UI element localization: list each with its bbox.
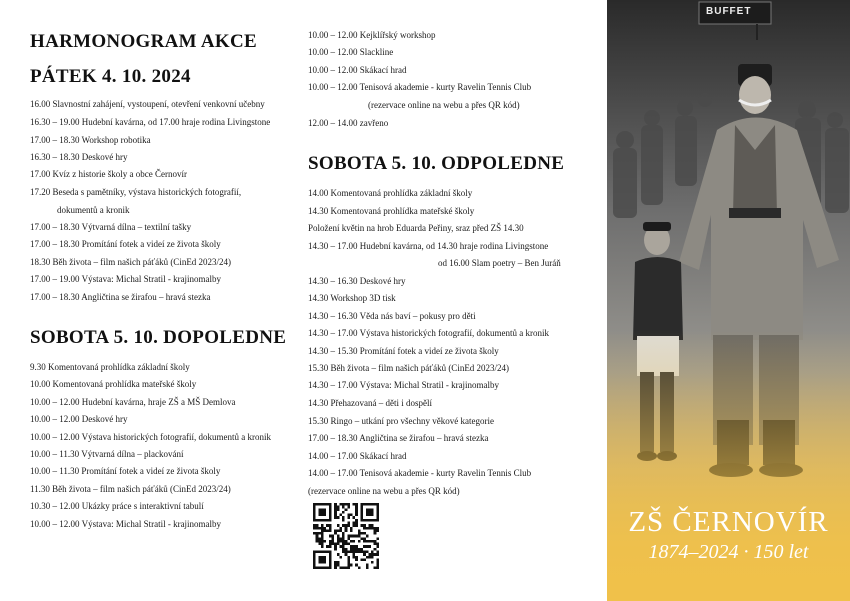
list-item: 17.20 Beseda s pamětníky, výstava historických fotografií, xyxy=(30,187,242,197)
list-item: Položení květin na hrob Eduarda Peřiny, sraz před ZŠ 14.30 xyxy=(308,223,524,233)
list-item: 10.00 – 12.00 Slackline xyxy=(308,47,394,57)
list-item: 10.00 – 12.00 Deskové hry xyxy=(30,414,128,424)
list-item: 16.30 – 19.00 Hudební kavárna, od 17.00 hraje rodina Livingstone xyxy=(30,117,271,127)
list-item: 16.30 – 18.30 Deskové hry xyxy=(30,152,128,162)
list-item: 10.00 – 12.00 Hudební kavárna, hraje ZŠ a MŠ Demlova xyxy=(30,397,236,407)
list-item: 15.30 Běh života – film našich páťáků (CinEd 2023/24) xyxy=(308,363,510,373)
list-item: 10.00 – 12.00 Výstava historických fotografií, dokumentů a kronik xyxy=(30,432,272,442)
list-item: 18.30 Běh života – film našich páťáků (CinEd 2023/24) xyxy=(30,257,232,267)
list-item: 15.30 Ringo – utkání pro všechny věkové kategorie xyxy=(308,416,494,426)
list-item: 16.00 Slavnostní zahájení, vystoupení, otevření venkovní učebny xyxy=(30,99,265,109)
historic-photo-panel xyxy=(607,0,850,601)
list-item: 14.30 Komentovaná prohlídka mateřské školy xyxy=(308,206,475,216)
list-item: 10.00 – 12.00 Tenisová akademie - kurty Ravelin Tennis Club xyxy=(308,82,532,92)
list-item: 17.00 – 18.30 Workshop robotika xyxy=(30,135,151,145)
saturday-afternoon-heading: SOBOTA 5. 10. ODPOLEDNE xyxy=(308,153,565,174)
list-item: 10.00 – 11.30 Výtvarná dílna – plackování xyxy=(30,449,184,459)
list-item: 17.00 – 18.30 Angličtina se žirafou – hravá stezka xyxy=(30,292,211,302)
list-item: 17.00 Kvíz z historie školy a obce Černovír xyxy=(30,169,187,179)
qr-code-icon[interactable] xyxy=(313,503,379,569)
list-item: 14.00 – 17.00 Skákací hrad xyxy=(308,451,407,461)
list-item: 17.00 – 18.30 Angličtina se žirafou – hravá stezka xyxy=(308,433,489,443)
saturday-morning-heading: SOBOTA 5. 10. DOPOLEDNE xyxy=(30,327,287,348)
list-item: 14.30 – 17.00 Hudební kavárna, od 14.30 hraje rodina Livingstone xyxy=(308,241,549,251)
list-item: 14.00 – 17.00 Tenisová akademie - kurty Ravelin Tennis Club xyxy=(308,468,532,478)
list-item: 14.00 Komentovaná prohlídka základní školy xyxy=(308,188,473,198)
list-item: 14.30 – 16.30 Věda nás baví – pokusy pro děti xyxy=(308,311,476,321)
list-item: 17.00 – 18.30 Promítání fotek a videí ze života školy xyxy=(30,239,221,249)
anniversary-years: 1874–2024 · 150 let xyxy=(648,541,809,563)
list-item: 17.00 – 18.30 Výtvarná dílna – textilní tašky xyxy=(30,222,192,232)
list-item: 10.30 – 12.00 Ukázky práce s interaktivní tabulí xyxy=(30,501,204,511)
list-item: 14.30 – 17.00 Výstava historických fotografií, dokumentů a kronik xyxy=(308,328,550,338)
list-item: 14.30 – 15.30 Promítání fotek a videí ze života školy xyxy=(308,346,499,356)
list-item: 10.00 – 12.00 Kejklířský workshop xyxy=(308,30,436,40)
school-name: ZŠ ČERNOVÍR xyxy=(628,506,829,538)
list-item: 10.00 – 12.00 Skákací hrad xyxy=(308,65,407,75)
list-item: 11.30 Běh života – film našich páťáků (CinEd 2023/24) xyxy=(30,484,231,494)
list-item: 14.30 Přehazovaná – děti i dospělí xyxy=(308,398,432,408)
list-item: 14.30 Workshop 3D tisk xyxy=(308,293,396,303)
list-item: dokumentů a kronik xyxy=(57,205,130,215)
page-title: HARMONOGRAM AKCE xyxy=(30,31,257,52)
list-item: 17.00 – 19.00 Výstava: Michal Stratil - krajinomalby xyxy=(30,274,222,284)
list-item: (rezervace online na webu a přes QR kód) xyxy=(368,100,520,110)
list-item: od 16.00 Slam poetry – Ben Juráň xyxy=(438,258,561,268)
list-item: 9.30 Komentovaná prohlídka základní školy xyxy=(30,362,190,372)
friday-heading: PÁTEK 4. 10. 2024 xyxy=(30,66,191,87)
list-item: 14.30 – 16.30 Deskové hry xyxy=(308,276,406,286)
list-item: (rezervace online na webu a přes QR kód) xyxy=(308,486,460,496)
buffet-sign: BUFFET xyxy=(706,6,752,17)
list-item: 10.00 – 12.00 Výstava: Michal Stratil - krajinomalby xyxy=(30,519,222,529)
list-item: 10.00 Komentovaná prohlídka mateřské školy xyxy=(30,379,197,389)
list-item: 14.30 – 17.00 Výstava: Michal Stratil - krajinomalby xyxy=(308,380,500,390)
list-item: 12.00 – 14.00 zavřeno xyxy=(308,118,389,128)
list-item: 10.00 – 11.30 Promítání fotek a videí ze života školy xyxy=(30,466,221,476)
